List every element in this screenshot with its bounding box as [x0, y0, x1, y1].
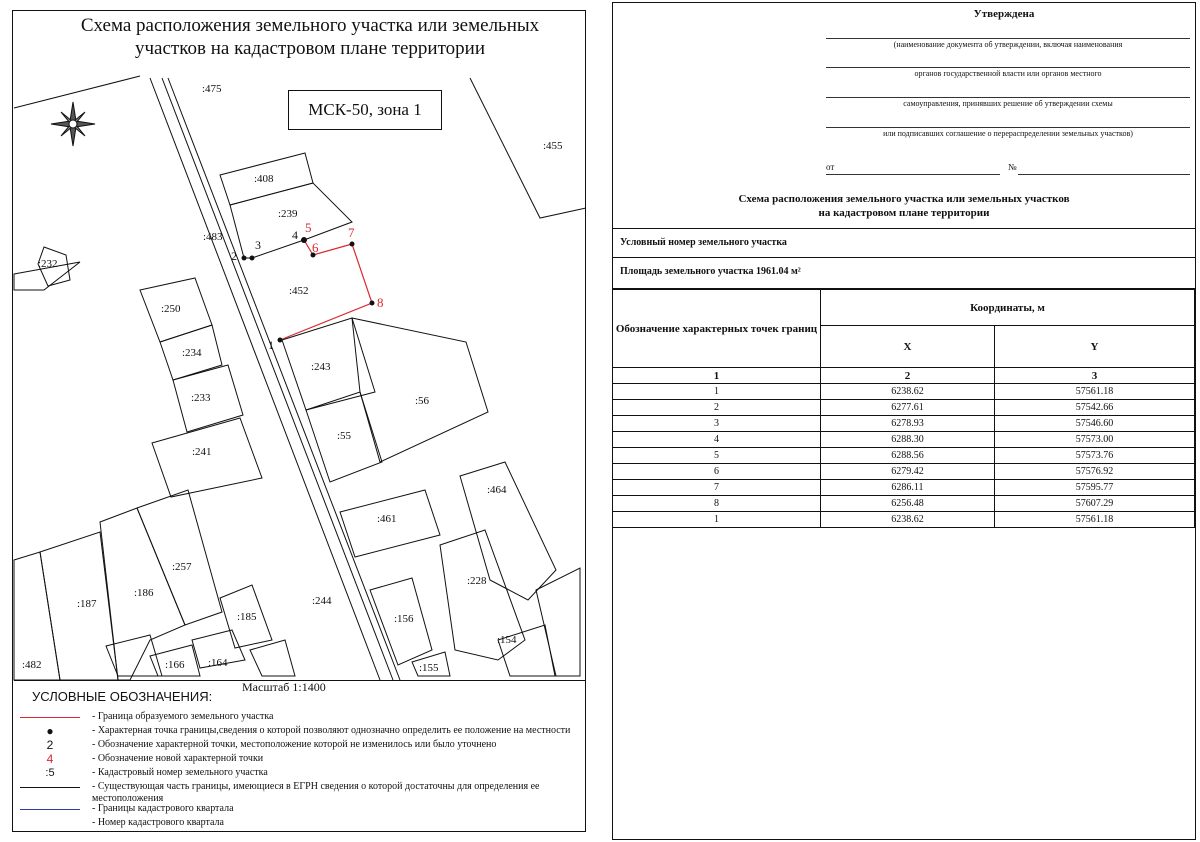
compass-icon — [51, 102, 95, 146]
left-sheet — [0, 0, 598, 842]
table-row — [613, 480, 1195, 496]
point-cell: 2 — [613, 400, 821, 416]
column-number: 3 — [994, 368, 1194, 384]
x-cell: 6288.30 — [821, 432, 995, 448]
point-label-new: 8 — [377, 295, 384, 310]
approval-note: или подписавших соглашение о перераспределении земельных участков) — [883, 129, 1133, 138]
x-cell: 6278.93 — [821, 416, 995, 432]
point-label-new: 6 — [312, 240, 319, 255]
parcel-label: :243 — [311, 361, 331, 373]
y-cell: 57542.66 — [994, 400, 1194, 416]
parcel-label: :232 — [38, 258, 58, 270]
parcel-label: :408 — [254, 173, 274, 185]
point-label-existing: 1 — [268, 338, 274, 352]
legend-symbol: ● — [46, 724, 54, 738]
legend-item: ● - Характерная точка границы,сведения о которой позволяют однозначно определить ее положение на местности — [20, 725, 590, 739]
parcel-label: :241 — [192, 446, 212, 458]
coordinate-system-label: МСК-50, зона 1 — [288, 90, 442, 130]
parcel-label: :154 — [497, 634, 517, 646]
table-row — [613, 448, 1195, 464]
x-cell: 6279.42 — [821, 464, 995, 480]
parcel-label: :56 — [415, 395, 430, 407]
legend-symbol — [20, 817, 80, 831]
y-cell: 57607.29 — [994, 496, 1194, 512]
x-cell: 6286.11 — [821, 480, 995, 496]
from-label: от — [826, 162, 835, 172]
x-header: X — [821, 326, 995, 368]
legend-item: - Границы кадастрового квартала — [20, 803, 590, 817]
table-row — [613, 416, 1195, 432]
parcel-label: :166 — [165, 659, 185, 671]
legend-item: :5 - Кадастровый номер земельного участка — [20, 767, 590, 781]
point-label-new: 5 — [305, 220, 312, 235]
parcel-label: :55 — [337, 430, 352, 442]
right-sheet — [604, 0, 1200, 842]
conditional-number-row — [612, 228, 1196, 258]
parcel-label: :461 — [377, 513, 397, 525]
legend-symbol: 2 — [46, 738, 54, 752]
parcel-label: :186 — [134, 587, 154, 599]
legend-title: УСЛОВНЫЕ ОБОЗНАЧЕНИЯ: — [32, 689, 213, 704]
coords-header: Координаты, м — [821, 290, 1195, 326]
y-cell: 57573.76 — [994, 448, 1194, 464]
parcel-label: :233 — [191, 392, 211, 404]
parcel-label: :244 — [312, 595, 332, 607]
point-cell: 4 — [613, 432, 821, 448]
form-title — [612, 192, 1196, 220]
x-cell: 6288.56 — [821, 448, 995, 464]
parcel-label: :234 — [182, 347, 202, 359]
y-header: Y — [994, 326, 1194, 368]
form-title-line: на кадастровом плане территории — [818, 207, 990, 219]
approval-note: (наименование документа об утверждении, включая наименования — [893, 40, 1123, 49]
coordinates-table — [612, 289, 1195, 528]
y-cell: 57546.60 — [994, 416, 1194, 432]
parcel-label: :464 — [487, 484, 507, 496]
point-label-new: 7 — [348, 225, 355, 240]
legend-symbol: 4 — [46, 752, 54, 766]
y-cell: 57573.00 — [994, 432, 1194, 448]
table-row — [613, 512, 1195, 528]
approval-line — [826, 97, 1190, 98]
point-cell: 1 — [613, 512, 821, 528]
point-cell: 1 — [613, 384, 821, 400]
y-cell: 57561.18 — [994, 384, 1194, 400]
parcel-label: :156 — [394, 613, 414, 625]
column-number: 1 — [613, 368, 821, 384]
x-cell: 6256.48 — [821, 496, 995, 512]
legend-black-line-icon — [20, 781, 80, 795]
x-cell: 6277.61 — [821, 400, 995, 416]
approval-line — [826, 38, 1190, 39]
parcel-label: :164 — [208, 657, 228, 669]
table-row — [613, 464, 1195, 480]
parcel-label: :228 — [467, 575, 487, 587]
number-label: № — [1008, 162, 1017, 172]
points-header: Обозначение характерных точек границ — [613, 290, 821, 368]
point-label-existing: 2 — [231, 249, 237, 263]
table-row — [613, 400, 1195, 416]
column-number: 2 — [821, 368, 995, 384]
legend-red-line-icon — [20, 711, 80, 725]
parcel-label: :257 — [172, 561, 192, 573]
legend-item: - Граница образуемого земельного участка — [20, 711, 590, 725]
map-divider — [14, 680, 586, 681]
legend-item: - Существующая часть границы, имеющиеся в ЕГРН сведения о которой достаточны для определения ее местоположения — [20, 781, 590, 803]
parcel-label: :250 — [161, 303, 181, 315]
y-cell: 57561.18 — [994, 512, 1194, 528]
point-label-existing: 4 — [292, 228, 298, 242]
area-label: Площадь земельного участка 1961.04 м² — [620, 266, 801, 277]
table-row — [613, 496, 1195, 512]
legend-blue-line-icon — [20, 803, 80, 817]
approval-note: самоуправления, принявших решение об утверждении схемы — [903, 99, 1113, 108]
map-title: Схема расположения земельного участка или земельных участков на кадастровом плане территории — [80, 15, 540, 59]
parcel-label: :482 — [22, 659, 42, 671]
conditional-number-label: Условный номер земельного участка — [620, 237, 787, 248]
x-cell: 6238.62 — [821, 512, 995, 528]
approved-label: Утверждена — [973, 8, 1035, 20]
point-cell: 8 — [613, 496, 821, 512]
legend-item: - Номер кадастрового квартала — [20, 817, 590, 831]
parcel-label: :185 — [237, 611, 257, 623]
map-scale: Масштаб 1:1400 — [242, 680, 326, 694]
point-cell: 6 — [613, 464, 821, 480]
point-cell: 7 — [613, 480, 821, 496]
parcel-label: :155 — [419, 662, 439, 674]
parcel-label: :239 — [278, 208, 298, 220]
x-cell: 6238.62 — [821, 384, 995, 400]
parcel-label: :455 — [543, 140, 563, 152]
y-cell: 57595.77 — [994, 480, 1194, 496]
number-line — [1018, 174, 1190, 175]
area-row — [612, 258, 1196, 289]
form-title-line: Схема расположения земельного участка или земельных участков — [738, 193, 1070, 205]
parcel-label: :475 — [202, 83, 222, 95]
parcel-label: :452 — [289, 285, 309, 297]
approval-note: органов государственной власти или органов местного — [914, 69, 1102, 78]
legend-item: 2 - Обозначение характерной точки, местоположение которой не изменилось или было уточнено — [20, 739, 590, 753]
parcel-label: :483 — [203, 231, 223, 243]
point-label-existing: 3 — [255, 238, 261, 252]
table-row — [613, 432, 1195, 448]
point-cell: 5 — [613, 448, 821, 464]
point-cell: 3 — [613, 416, 821, 432]
parcel-label: :187 — [77, 598, 97, 610]
table-row — [613, 384, 1195, 400]
y-cell: 57576.92 — [994, 464, 1194, 480]
approval-line — [826, 127, 1190, 128]
legend-item: 4 - Обозначение новой характерной точки — [20, 753, 590, 767]
legend-symbol: :5 — [45, 767, 55, 779]
approval-line — [826, 67, 1190, 68]
date-line — [826, 174, 1000, 175]
